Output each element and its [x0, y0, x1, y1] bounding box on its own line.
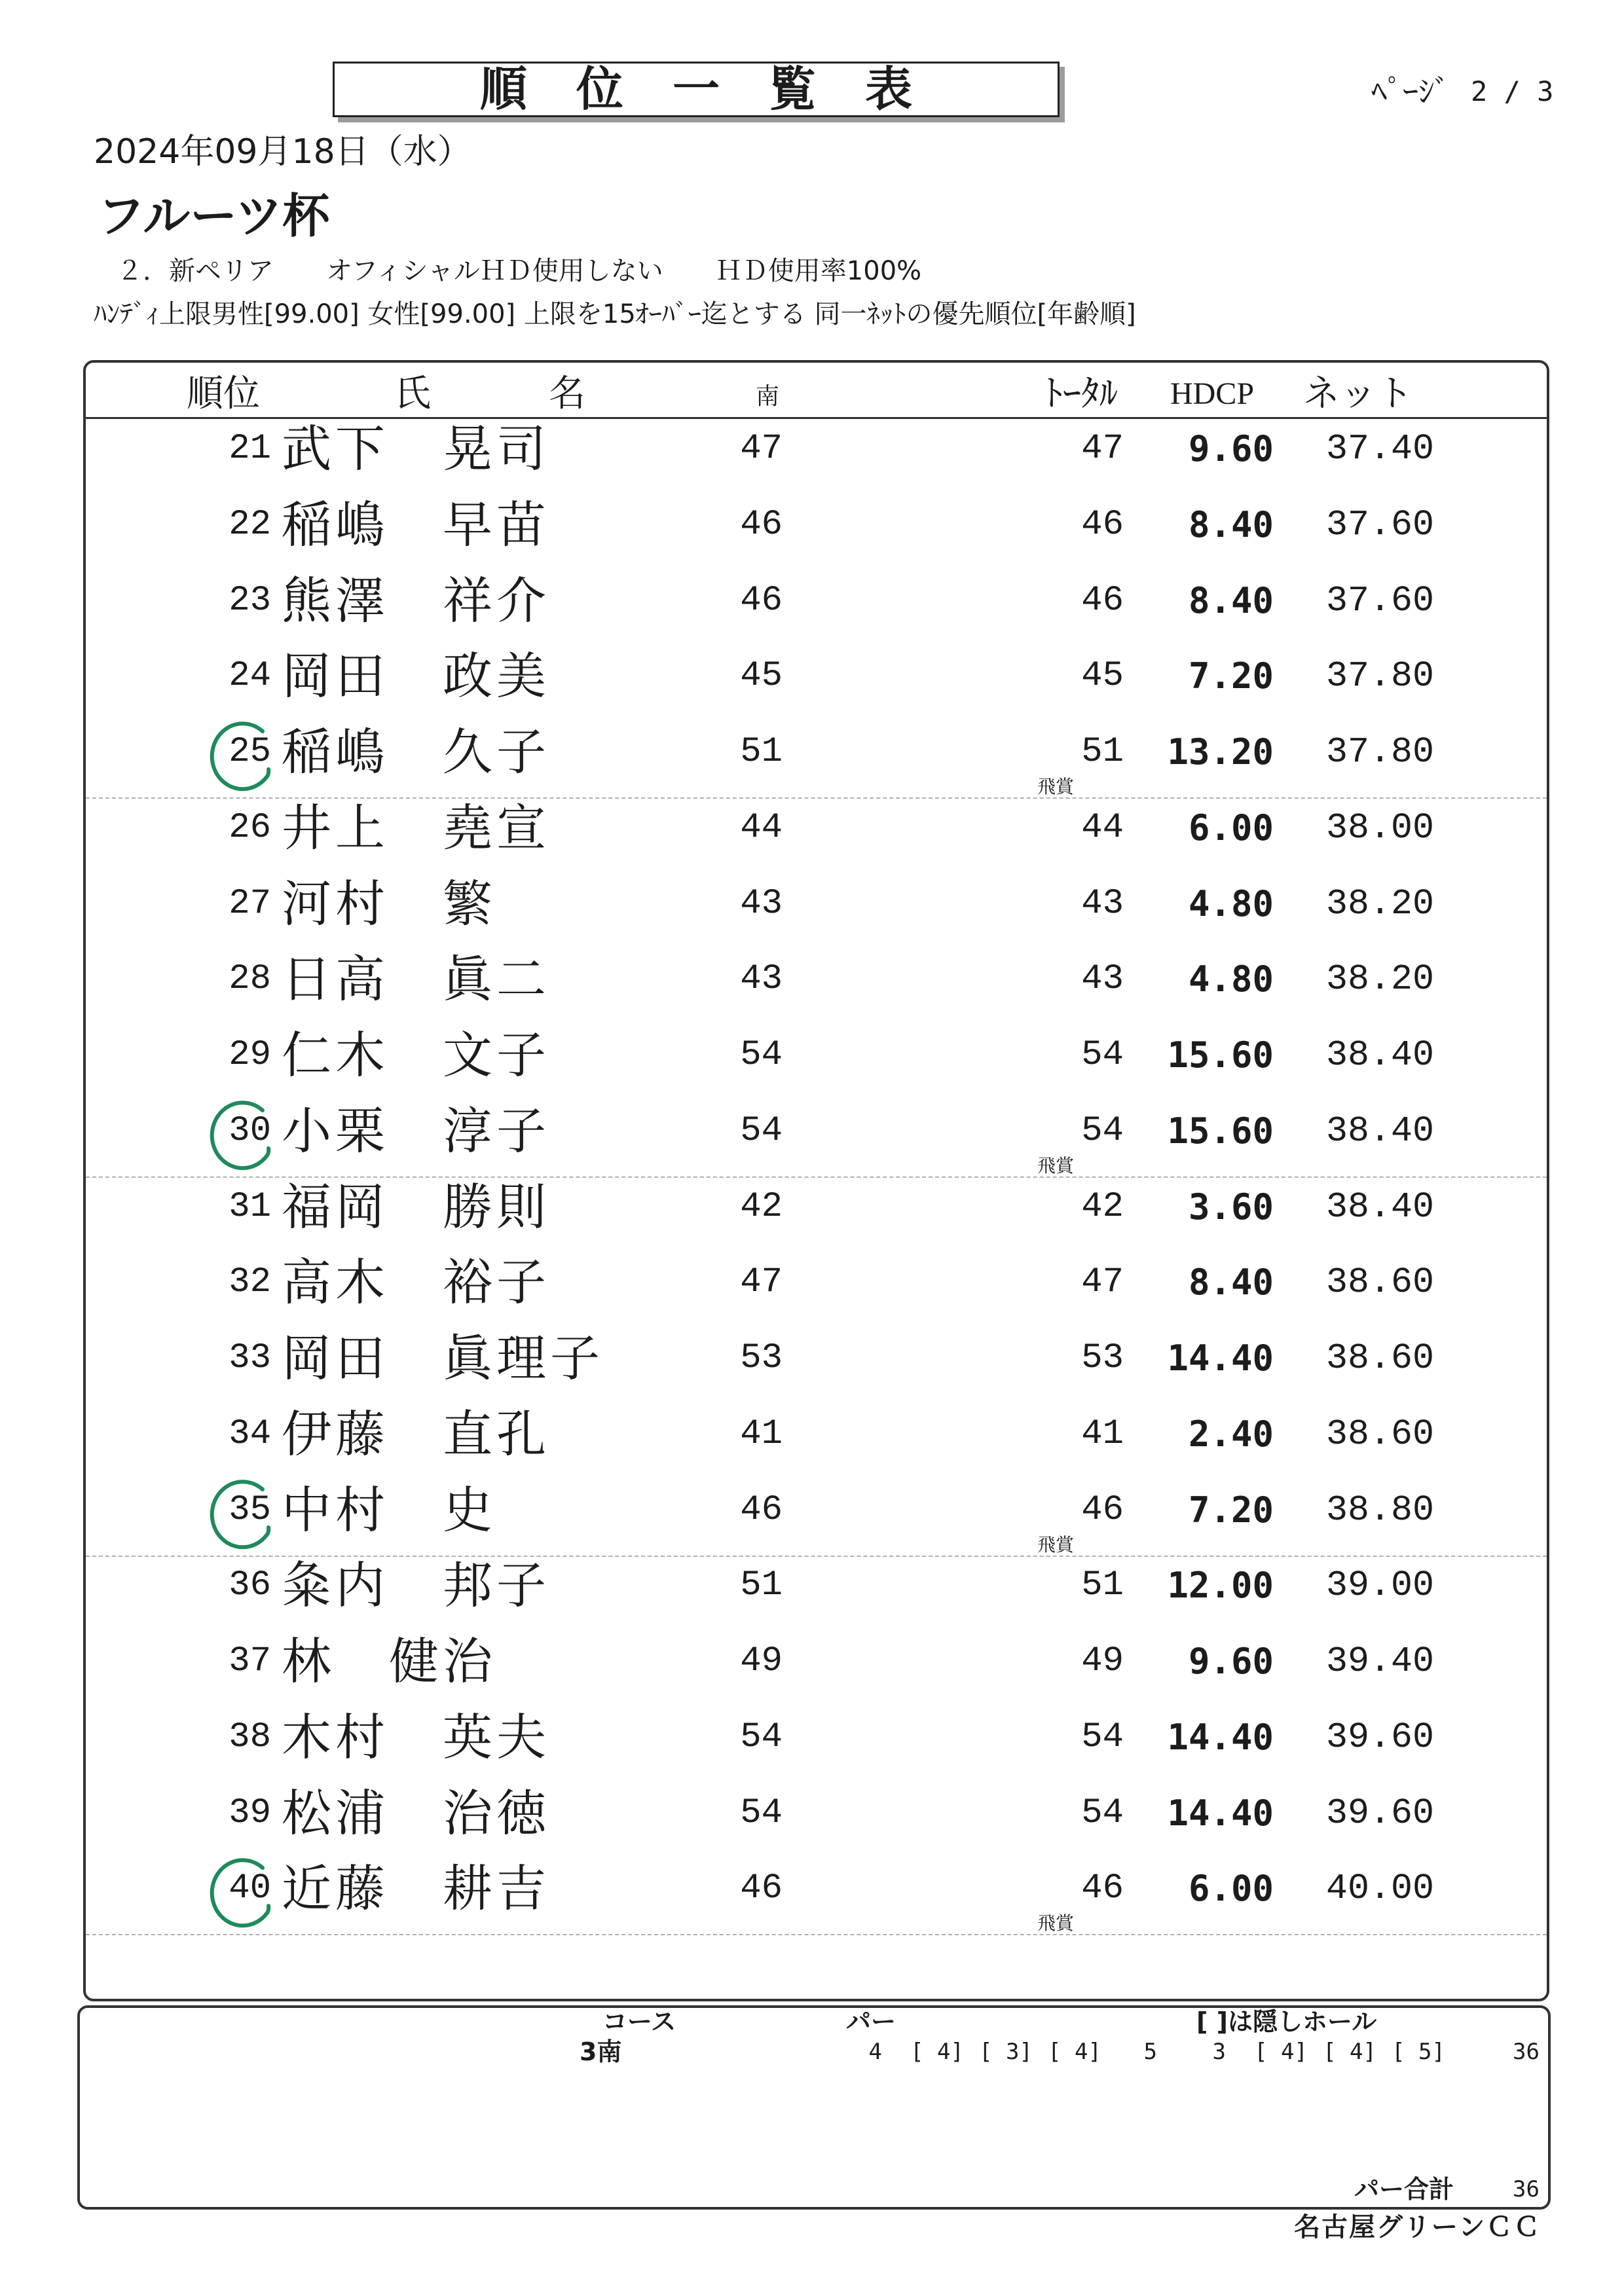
ranking-row	[86, 1017, 1547, 1093]
rank-number: 28	[229, 959, 271, 1000]
ranking-row	[86, 487, 1547, 563]
south-score: 47	[740, 1262, 783, 1303]
south-score: 54	[740, 1793, 783, 1833]
net-score: 37.80	[1325, 655, 1434, 697]
rank-number: 32	[229, 1262, 271, 1303]
net-score: 38.60	[1325, 1262, 1434, 1303]
net-score: 39.00	[1325, 1565, 1434, 1607]
ranking-row	[86, 1700, 1547, 1776]
ranking-row	[86, 1776, 1547, 1851]
hole-par: 5	[1143, 2039, 1157, 2065]
hdcp-value: 4.80	[1188, 883, 1274, 924]
club-name: 名古屋グリーンＣＣ	[1294, 2212, 1541, 2242]
net-score: 40.00	[1325, 1868, 1434, 1910]
player-name: 木村 英夫	[282, 1707, 550, 1766]
rank-number: 40	[229, 1868, 271, 1909]
south-score: 41	[740, 1413, 783, 1454]
ranking-row	[86, 1169, 1547, 1245]
rank-number: 34	[229, 1413, 271, 1454]
net-score: 37.80	[1325, 731, 1434, 773]
rank-number: 31	[229, 1186, 271, 1227]
net-score: 38.20	[1325, 958, 1434, 1000]
column-header-south: 南	[756, 383, 780, 410]
net-score: 38.60	[1325, 1338, 1434, 1379]
net-score: 38.40	[1325, 1034, 1434, 1076]
total-score: 42	[1081, 1186, 1124, 1227]
player-name: 林 健治	[282, 1632, 496, 1690]
par-total: 36	[1513, 2176, 1540, 2202]
player-name: 日高 眞二	[282, 950, 550, 1009]
hdcp-value: 8.40	[1188, 579, 1274, 621]
south-score: 45	[740, 656, 783, 697]
south-score: 54	[740, 1035, 783, 1075]
hdcp-value: 14.40	[1167, 1716, 1274, 1758]
total-score: 46	[1081, 504, 1124, 545]
rank-number: 29	[229, 1035, 271, 1075]
rank-number: 35	[229, 1489, 271, 1530]
handicap-rules: ﾊﾝﾃﾞｨ上限男性[99.00] 女性[99.00] 上限を15ｵｰﾊﾞｰ迄とする 同一ﾈｯﾄの優先順位[年齢順]	[94, 299, 1136, 329]
player-name: 武下 晃司	[282, 420, 550, 478]
course-label: コース	[602, 2007, 676, 2036]
net-score: 38.60	[1325, 1413, 1434, 1455]
rank-number: 27	[229, 883, 271, 924]
south-score: 43	[740, 959, 783, 1000]
player-name: 小栗 淳子	[282, 1101, 550, 1160]
total-score: 54	[1081, 1110, 1124, 1151]
hdcp-value: 7.20	[1188, 655, 1274, 697]
event-date: 2024年09月18日（水）	[94, 132, 471, 172]
player-name: 熊澤 祥介	[282, 571, 550, 630]
award-label: 飛賞	[1037, 1533, 1075, 1556]
player-name: 河村 繁	[282, 874, 496, 933]
course-par-total: 36	[1513, 2039, 1540, 2065]
column-header-hdcp: HDCP	[1170, 376, 1255, 411]
ranking-row	[86, 790, 1547, 866]
hdcp-value: 15.60	[1167, 1110, 1274, 1152]
page-label: ﾍﾟｰｼﾞ	[1371, 73, 1450, 110]
hdcp-value: 6.00	[1188, 807, 1274, 848]
column-header-total: ﾄｰﾀﾙ	[1044, 373, 1118, 415]
rank-number: 23	[229, 580, 271, 621]
ranking-row	[86, 1396, 1547, 1472]
player-name: 稲嶋 久子	[282, 723, 550, 781]
total-score: 43	[1081, 959, 1124, 1000]
page-title: 順 位 一 覧 表	[479, 62, 929, 117]
south-score: 44	[740, 807, 783, 848]
south-score: 42	[740, 1186, 783, 1227]
par-label: パー	[846, 2007, 896, 2036]
hdcp-value: 12.00	[1167, 1565, 1274, 1607]
hidden-hole-note: [ ]は隠しホール	[1196, 2007, 1377, 2036]
hdcp-value: 3.60	[1188, 1186, 1274, 1228]
ranking-row	[86, 1851, 1547, 1935]
total-score: 43	[1081, 883, 1124, 924]
total-score: 46	[1081, 1489, 1124, 1530]
ranking-row	[86, 941, 1547, 1017]
rank-number: 24	[229, 656, 271, 697]
net-score: 37.40	[1325, 428, 1434, 469]
hdcp-value: 9.60	[1188, 428, 1274, 469]
hole-par: [ 4]	[1323, 2039, 1376, 2065]
net-score: 37.60	[1325, 503, 1434, 545]
ranking-row	[86, 866, 1547, 942]
south-score: 51	[740, 1565, 783, 1606]
net-score: 39.40	[1325, 1641, 1434, 1682]
total-score: 51	[1081, 732, 1124, 772]
player-name: 岡田 政美	[282, 647, 550, 706]
player-name: 近藤 耕吉	[282, 1859, 550, 1918]
hole-par: [ 4]	[1254, 2039, 1308, 2065]
column-header-net: ネット	[1303, 373, 1413, 415]
total-score: 51	[1081, 1565, 1124, 1606]
total-score: 54	[1081, 1035, 1124, 1075]
column-header-surname: 氏	[394, 373, 431, 415]
south-score: 54	[740, 1717, 783, 1757]
event-name: フルーツ杯	[98, 189, 330, 244]
net-score: 38.40	[1325, 1110, 1434, 1152]
rank-number: 38	[229, 1717, 271, 1757]
hdcp-value: 7.20	[1188, 1489, 1274, 1531]
ranking-row	[86, 1548, 1547, 1624]
hdcp-value: 4.80	[1188, 958, 1274, 1000]
player-name: 高木 裕子	[282, 1253, 550, 1312]
hole-par: 4	[868, 2039, 882, 2065]
total-score: 45	[1081, 656, 1124, 697]
hole-par: [ 3]	[979, 2039, 1033, 2065]
award-label: 飛賞	[1037, 1154, 1075, 1176]
total-score: 54	[1081, 1793, 1124, 1833]
rank-number: 26	[229, 807, 271, 848]
ranking-row	[86, 1472, 1547, 1556]
ranking-row	[86, 638, 1547, 714]
south-score: 54	[740, 1110, 783, 1151]
hole-par: 3	[1212, 2039, 1226, 2065]
net-score: 37.60	[1325, 579, 1434, 621]
south-score: 51	[740, 732, 783, 772]
award-label: 飛賞	[1037, 1912, 1075, 1935]
rank-number: 30	[229, 1110, 271, 1151]
column-header-given-name: 名	[549, 373, 585, 415]
course-par-box	[77, 2005, 1551, 2210]
hdcp-value: 15.60	[1167, 1034, 1274, 1076]
hdcp-value: 14.40	[1167, 1792, 1274, 1834]
player-name: 岡田 眞理子	[282, 1329, 604, 1387]
ranking-rows	[86, 411, 1547, 1935]
hole-par-list	[826, 2039, 1445, 2064]
hole-par: [ 5]	[1392, 2039, 1445, 2065]
net-score: 38.00	[1325, 807, 1434, 848]
scoring-rules: ２．新ペリア オフィシャルＨＤ使用しない ＨＤ使用率100%	[117, 256, 922, 286]
player-name: 粂内 邦子	[282, 1556, 550, 1615]
page-number: 2 / 3	[1471, 75, 1554, 107]
player-name: 伊藤 直孔	[282, 1404, 550, 1463]
total-score: 54	[1081, 1717, 1124, 1757]
rank-number: 33	[229, 1338, 271, 1378]
rank-number: 37	[229, 1641, 271, 1681]
rank-number: 21	[229, 429, 271, 469]
hdcp-value: 14.40	[1167, 1338, 1274, 1379]
south-score: 47	[740, 429, 783, 469]
ranking-table	[83, 360, 1549, 2001]
hdcp-value: 2.40	[1188, 1413, 1274, 1455]
hdcp-value: 6.00	[1188, 1868, 1274, 1910]
column-header-rank: 順位	[187, 373, 260, 415]
par-total-label: パー合計	[1354, 2175, 1454, 2204]
south-score: 46	[740, 580, 783, 621]
south-score: 46	[740, 1868, 783, 1909]
player-name: 松浦 治徳	[282, 1783, 550, 1842]
hdcp-value: 8.40	[1188, 1262, 1274, 1303]
net-score: 39.60	[1325, 1792, 1434, 1834]
total-score: 53	[1081, 1338, 1124, 1378]
south-score: 49	[740, 1641, 783, 1681]
south-score: 53	[740, 1338, 783, 1378]
player-name: 仁木 文子	[282, 1026, 550, 1084]
total-score: 49	[1081, 1641, 1124, 1681]
south-score: 43	[740, 883, 783, 924]
ranking-row	[86, 563, 1547, 639]
hdcp-value: 13.20	[1167, 731, 1274, 773]
ranking-row	[86, 1093, 1547, 1176]
rank-number: 36	[229, 1565, 271, 1606]
total-score: 47	[1081, 429, 1124, 469]
net-score: 39.60	[1325, 1716, 1434, 1758]
ranking-row	[86, 1321, 1547, 1396]
rank-number: 25	[229, 732, 271, 772]
player-name: 稲嶋 早苗	[282, 495, 550, 554]
total-score: 41	[1081, 1413, 1124, 1454]
player-name: 中村 史	[282, 1480, 496, 1539]
south-score: 46	[740, 1489, 783, 1530]
ranking-row	[86, 714, 1547, 797]
ranking-row	[86, 1624, 1547, 1700]
course-name: 3南	[580, 2037, 622, 2066]
total-score: 46	[1081, 1868, 1124, 1909]
hole-par: [ 4]	[1048, 2039, 1101, 2065]
title-box	[333, 62, 1060, 117]
south-score: 46	[740, 504, 783, 545]
rank-number: 22	[229, 504, 271, 545]
hole-par: [ 4]	[910, 2039, 964, 2065]
ranking-row	[86, 411, 1547, 487]
net-score: 38.80	[1325, 1489, 1434, 1531]
player-name: 福岡 勝則	[282, 1177, 550, 1236]
total-score: 47	[1081, 1262, 1124, 1303]
net-score: 38.20	[1325, 883, 1434, 924]
rank-number: 39	[229, 1793, 271, 1833]
ranking-row	[86, 1245, 1547, 1321]
award-label: 飛賞	[1037, 776, 1075, 797]
player-name: 井上 堯宣	[282, 798, 550, 857]
total-score: 44	[1081, 807, 1124, 848]
net-score: 38.40	[1325, 1186, 1434, 1228]
hdcp-value: 9.60	[1188, 1641, 1274, 1682]
total-score: 46	[1081, 580, 1124, 621]
hdcp-value: 8.40	[1188, 503, 1274, 545]
